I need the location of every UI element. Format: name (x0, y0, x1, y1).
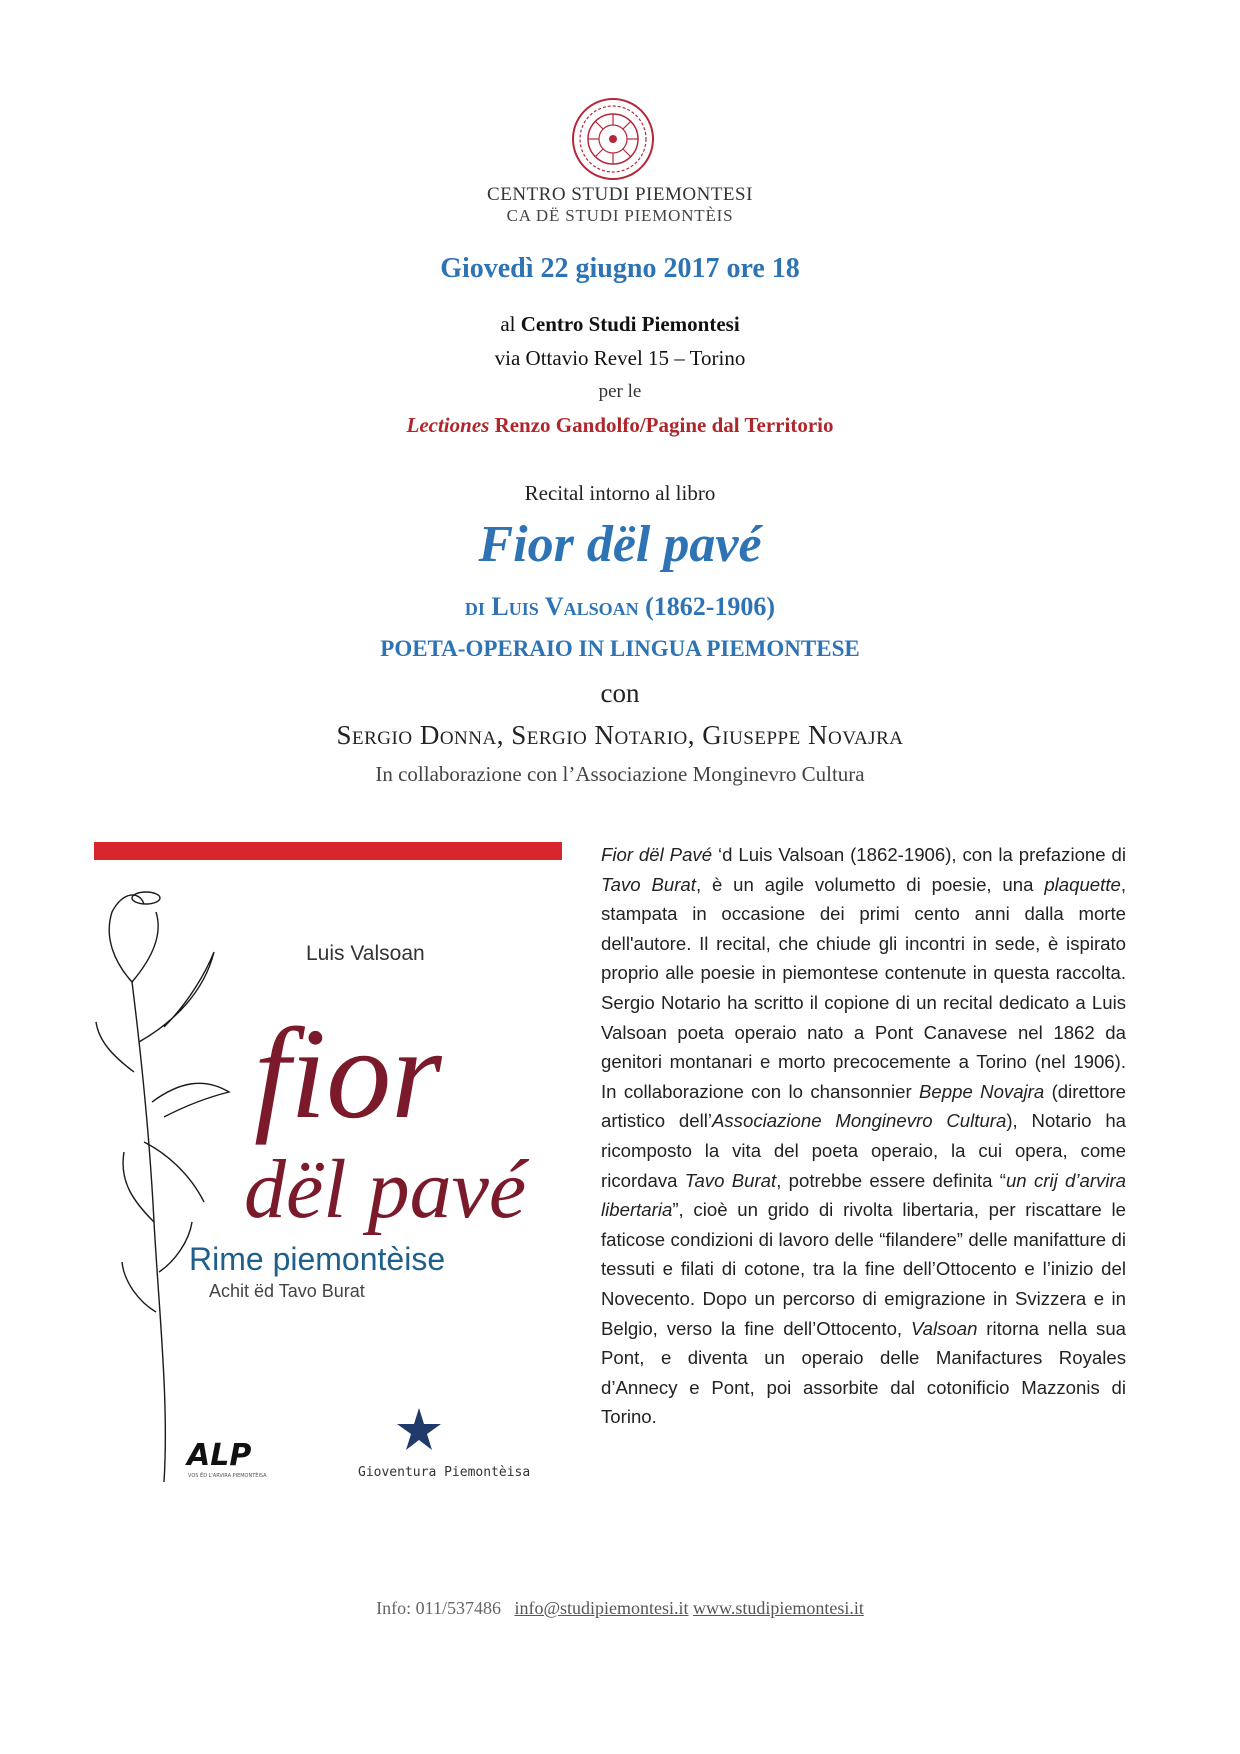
venue-address: via Ottavio Revel 15 – Torino (494, 346, 746, 370)
desc-text: ‘d Luis Valsoan (1862-1906), con la prefazione di (712, 844, 1126, 865)
event-date: Giovedì 22 giugno 2017 ore 18 (440, 253, 800, 284)
desc-italic: Beppe Novajra (919, 1080, 1045, 1102)
collaboration-line: In collaborazione con l’Associazione Monginevro Cultura (375, 762, 865, 786)
desc-text: ”, cioè un grido di rivolta libertaria, per riscattare le faticose condizioni di lavoro delle “filandere” delle manifatture di tessuti e filati di cotone, tra la fine dell’Ottocento e l’inizio del Novecento. Dopo un percorso di emigrazione in Svizzera e in Belgio, verso la fine dell’Ottocento, (601, 1199, 1126, 1339)
con-label: con (600, 678, 640, 708)
per-le: per le (598, 381, 642, 402)
desc-italic: Tavo Burat (684, 1169, 777, 1191)
desc-italic: Tavo Burat (601, 873, 696, 895)
guests-list: Sergio Donna, Sergio Notario, Giuseppe Novajra (336, 720, 904, 750)
footer (0, 1598, 1240, 1619)
desc-book-title: Fior dël Pavé (601, 844, 713, 865)
cover-title-line2: dël pavé (244, 1143, 527, 1236)
alp-logo: ALP (187, 1438, 252, 1473)
description-paragraph (601, 840, 1126, 1432)
cover-title-line1: fior (254, 1002, 442, 1146)
book-title: Fior dël pavé (478, 516, 762, 573)
cover-preface: Achit ëd Tavo Burat (209, 1281, 365, 1301)
author-line: di Luis Valsoan (1862-1906) (464, 592, 776, 621)
gioventura-logo-text: Gioventura Piemontèisa (358, 1465, 531, 1480)
desc-italic: un crij d’arvira libertaria (601, 1169, 1126, 1221)
lecture-series (0, 413, 1240, 438)
footer-website-link[interactable]: www.studipiemontesi.it (693, 1598, 864, 1618)
recital-intro: Recital intorno al libro (524, 481, 716, 505)
star-icon (397, 1408, 441, 1450)
lily-flower-drawing (96, 892, 229, 1482)
desc-italic: Associazione Monginevro Cultura (711, 1110, 1007, 1132)
centro-studi-seal-logo (570, 96, 656, 182)
desc-italic: Valsoan (910, 1317, 978, 1339)
desc-text: , potrebbe essere definita “ (776, 1169, 1006, 1191)
event-description (601, 840, 1126, 1432)
cover-author: Luis Valsoan (306, 942, 425, 965)
desc-text: ), Notario ha ricomposto la vita del poeta operaio, la cui opera, come ricordava (601, 1110, 1126, 1191)
cover-subtitle: Rime piemontèise (189, 1241, 446, 1277)
book-cover-image (94, 842, 562, 1492)
series-italic: Lectiones (406, 413, 490, 437)
cover-red-bar (94, 842, 562, 860)
venue-prefix: al (500, 312, 516, 336)
desc-italic: plaquette (1044, 873, 1121, 895)
venue-line (0, 312, 1240, 337)
footer-email-link[interactable]: info@studipiemontesi.it (514, 1598, 689, 1618)
desc-text: , stampata in occasione dei primi cento anni dalla morte dell'autore. Il recital, che chiude gli incontri in sede, è ispirato proprio alle poesie in piemontese contenute in questa raccolta. Sergio Notario ha scritto il copione di un recital dedicato a Luis Valsoan poeta operaio nato a Pont Canavese nel 1862 da genitori montanari e morto precocemente a Torino (nel 1906). In collaborazione con lo chansonnier (601, 873, 1126, 1102)
venue-name: Centro Studi Piemontesi (520, 312, 740, 336)
desc-text: (direttore artistico dell’ (601, 1080, 1126, 1132)
alp-tagline: VOS ËD L'ARVIRA PIEMONTÈISA (188, 1473, 267, 1479)
org-name: CENTRO STUDI PIEMONTESI (487, 184, 753, 205)
desc-text: , è un agile volumetto di poesie, una (695, 873, 1045, 895)
footer-phone: Info: 011/537486 (376, 1598, 501, 1618)
author-subtitle: POETA-OPERAIO IN LINGUA PIEMONTESE (380, 636, 860, 661)
org-name-piedmontese: CA DË STUDI PIEMONTÈIS (506, 206, 734, 225)
desc-text: ritorna nella sua Pont, e diventa un operaio delle Manifactures Royales d’Annecy e Pont, poi assorbite dal cotonificio Mazzonis di Torino. (601, 1317, 1126, 1428)
series-name: Renzo Gandolfo/Pagine dal Territorio (494, 413, 834, 437)
